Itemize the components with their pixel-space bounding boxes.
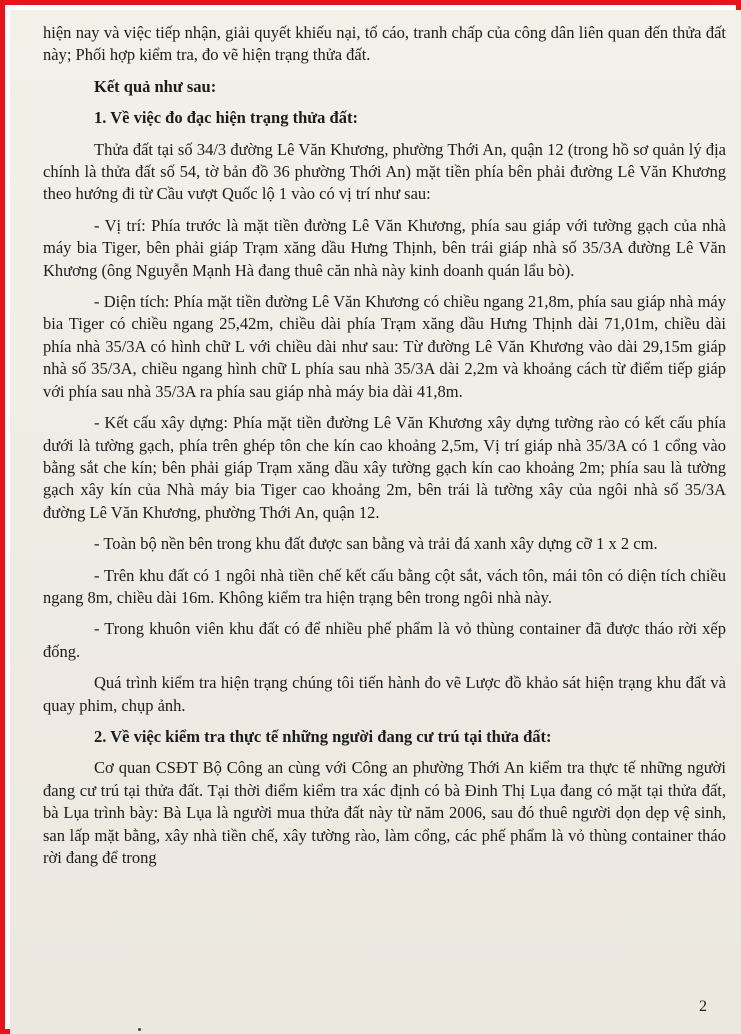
scan-speck	[138, 1028, 141, 1031]
paragraph-location: - Vị trí: Phía trước là mặt tiền đường Lê Văn Khương, phía sau giáp với tường gạch của nhà máy bia Tiger, bên phải giáp Trạm xăng dầu Hưng Thịnh, bên trái giáp nhà số 35/3A đường Lê Văn Khương (ông Nguyễn Mạnh Hà đang thuê căn nhà này kinh doanh quán lẩu bò).	[43, 215, 726, 280]
document-page	[10, 10, 741, 1034]
paragraph-residents: Cơ quan CSĐT Bộ Công an cùng với Công an phường Thới An kiểm tra thực tế những người đang cư trú tại thửa đất. Tại thời điểm kiểm tra xác định có bà Đinh Thị Lụa đang có mặt tại thửa đất, bà Lụa trình bày: Bà Lụa là người mua thửa đất này từ năm 2006, sau đó thuê người dọn dẹp vệ sinh, san lấp mặt bằng, xây nhà tiền chế, xây tường rào, làm cổng, các phế phẩm là vỏ thùng container tháo rời đang để trong	[43, 758, 726, 867]
paragraph-survey: Quá trình kiểm tra hiện trạng chúng tôi tiến hành đo vẽ Lược đồ khảo sát hiện trạng khu đất và quay phim, chụp ảnh.	[43, 673, 726, 715]
document-body	[43, 22, 726, 878]
paragraph-structure: - Kết cấu xây dựng: Phía mặt tiền đường Lê Văn Khương xây dựng tường rào có kết cấu phía dưới là tường gạch, phía trên ghép tôn che kín cao khoảng 2,5m, Vị trí giáp nhà 35/3A có 1 cổng vào bằng sắt che kín; bên phải giáp Trạm xăng dầu xây tường gạch kín cao khoảng 2m; phía sau là tường gạch xây kín của Nhà máy bia Tiger cao khoảng 2m, bên trái là tường xây của ngôi nhà số 35/3A đường Lê Văn Khương, phường Thới An, quận 12.	[43, 413, 726, 522]
paragraph-area: - Diện tích: Phía mặt tiền đường Lê Văn Khương có chiều ngang 21,8m, phía sau giáp nhà máy bia Tiger có chiều ngang 25,42m, chiều dài phía Trạm xăng dầu Hưng Thịnh dài 71,01m, chiều dài phía nhà 35/3A có hình chữ L với chiều dài như sau: Từ đường Lê Văn Khương vào dài 29,15m giáp nhà số 35/3A, chiều ngang hình chữ L phía sau nhà 35/3A dài 2,2m và khoảng cách từ điểm tiếp giáp với phía sau nhà 35/3A ra phía sau giáp nhà máy bia dài 41,8m.	[43, 292, 726, 401]
paragraph-intro: hiện nay và việc tiếp nhận, giải quyết khiếu nại, tố cáo, tranh chấp của công dân liên quan đến thửa đất này; Phối hợp kiểm tra, đo vẽ hiện trạng thửa đất.	[43, 23, 726, 65]
paragraph-house: - Trên khu đất có 1 ngôi nhà tiền chế kết cấu bằng cột sắt, vách tôn, mái tôn có diện tích chiều ngang 8m, chiều dài 16m. Không kiểm tra hiện trạng bên trong ngôi nhà này.	[43, 565, 726, 607]
heading-results: Kết quả như sau:	[94, 76, 217, 96]
paragraph-ground: - Toàn bộ nền bên trong khu đất được san bằng và trải đá xanh xây dựng cỡ 1 x 2 cm.	[94, 534, 658, 554]
paragraph-containers: - Trong khuôn viên khu đất có để nhiều phế phẩm là vỏ thùng container đã được tháo rời xếp đống.	[43, 619, 726, 661]
paragraph-land-plot: Thửa đất tại số 34/3 đường Lê Văn Khương, phường Thới An, quận 12 (trong hồ sơ quản lý địa chính là thửa đất số 54, tờ bản đồ 36 phường Thới An) mặt tiền phía bên phải đường Lê Văn Khương theo hướng đi từ Cầu vượt Quốc lộ 1 vào có vị trí như sau:	[43, 139, 726, 204]
heading-section-1: 1. Về việc đo đạc hiện trạng thửa đất:	[94, 108, 358, 128]
heading-section-2: 2. Về việc kiểm tra thực tế những người đang cư trú tại thửa đất:	[94, 726, 552, 746]
page-number: 2	[699, 998, 707, 1015]
